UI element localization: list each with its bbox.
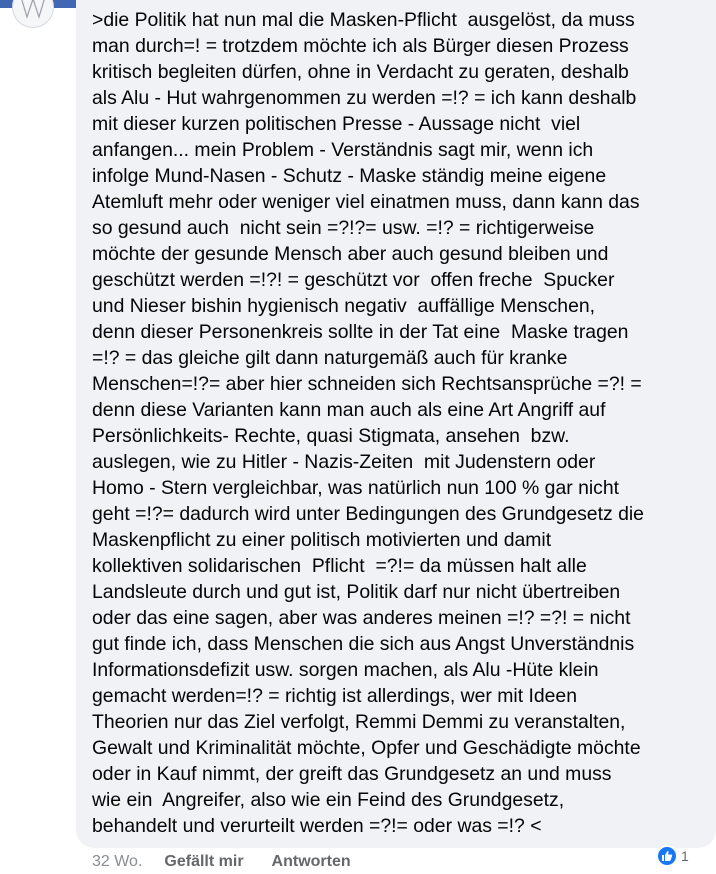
comment-line: >die Politik hat nun mal die Masken-Pflicht ausgelöst, da muss (92, 9, 635, 31)
comment-line: denn diese Varianten kann man auch als eine Art Angriff auf (92, 399, 606, 421)
comment-line: auslegen, wie zu Hitler - Nazis-Zeiten mit Judenstern oder (92, 451, 596, 473)
thumbs-up-icon (656, 845, 678, 867)
reaction-count: 1 (681, 848, 689, 864)
comment-line: so gesund auch nicht sein =?!?= usw. =!? = richtigerweise (92, 217, 595, 239)
comment-line: Persönlichkeits- Rechte, quasi Stigmata, ansehen bzw. (92, 425, 570, 447)
reply-button[interactable]: Antworten (271, 853, 351, 870)
comment-line: als Alu - Hut wahrgenommen zu werden =!? = ich kann deshalb (92, 87, 637, 109)
comment-line: =!? = das gleiche gilt dann naturgemäß auch für kranke (92, 347, 568, 369)
comment-line: Theorien nur das Ziel verfolgt, Remmi Demmi zu veranstalten, (92, 711, 626, 733)
avatar-sketch-icon (13, 0, 53, 27)
comment-line: Landsleute durch und gut ist, Politik darf nur nicht übertreiben (92, 581, 621, 603)
comment-line: Homo - Stern vergleichbar, was natürlich nun 100 % gar nicht (92, 477, 620, 499)
comment-timestamp[interactable]: 32 Wo. (92, 853, 143, 870)
comment-actions (92, 852, 351, 872)
comment-line: oder in Kauf nimmt, der greift das Grundgesetz an und muss (92, 763, 612, 785)
reaction-summary[interactable] (656, 845, 689, 867)
comment-line: mit dieser kurzen politischen Presse - Aussage nicht viel (92, 113, 581, 135)
comment-line: möchte der gesunde Mensch aber auch gesund bleiben und (92, 243, 609, 265)
comment-line: man durch=! = trotzdem möchte ich als Bürger diesen Prozess (92, 35, 629, 57)
comment-line: Menschen=!?= aber hier schneiden sich Rechtsansprüche =?! = (92, 373, 642, 395)
comment-line: Atemluft mehr oder weniger viel einatmen muss, dann kann das (92, 191, 640, 213)
comment-line: Informationsdefizit usw. sorgen machen, als Alu -Hüte klein (92, 659, 599, 681)
comment-line: geht =!?= dadurch wird unter Bedingungen des Grundgesetz die (92, 503, 644, 525)
comment-line: infolge Mund-Nasen - Schutz - Maske ständig meine eigene (92, 165, 607, 187)
comment-line: Maskenpflicht zu einer politisch motivierten und damit (92, 529, 552, 551)
avatar[interactable] (12, 0, 54, 28)
comment-line: wie ein Angreifer, also wie ein Feind des Grundgesetz, (92, 789, 565, 811)
comment-line: anfangen... mein Problem - Verständnis sagt mir, wenn ich (92, 139, 594, 161)
comment-line: gut finde ich, dass Menschen die sich aus Angst Unverständnis (92, 633, 635, 655)
comment-line: behandelt und verurteilt werden =?!= oder was =!? < (92, 815, 542, 837)
like-button[interactable]: Gefällt mir (164, 853, 244, 870)
comment-line: Gewalt und Kriminalität möchte, Opfer und Geschädigte möchte (92, 737, 641, 759)
comment-line: geschützt werden =!?! = geschützt vor offen freche Spucker (92, 269, 615, 291)
comment-line: kollektiven solidarischen Pflicht =?!= da müssen halt alle (92, 555, 587, 577)
comment-line: denn dieser Personenkreis sollte in der Tat eine Maske tragen (92, 321, 629, 343)
comment-line: oder das eine sagen, aber was anderes meinen =!? =?! = nicht (92, 607, 631, 629)
comment-line: gemacht werden=!? = richtig ist allerdings, wer mit Ideen (92, 685, 578, 707)
comment-line: kritisch begleiten dürfen, ohne in Verdacht zu geraten, deshalb (92, 61, 629, 83)
comment-line: und Nieser bishin hygienisch negativ auffällige Menschen, (92, 295, 596, 317)
comment-text (92, 7, 688, 839)
